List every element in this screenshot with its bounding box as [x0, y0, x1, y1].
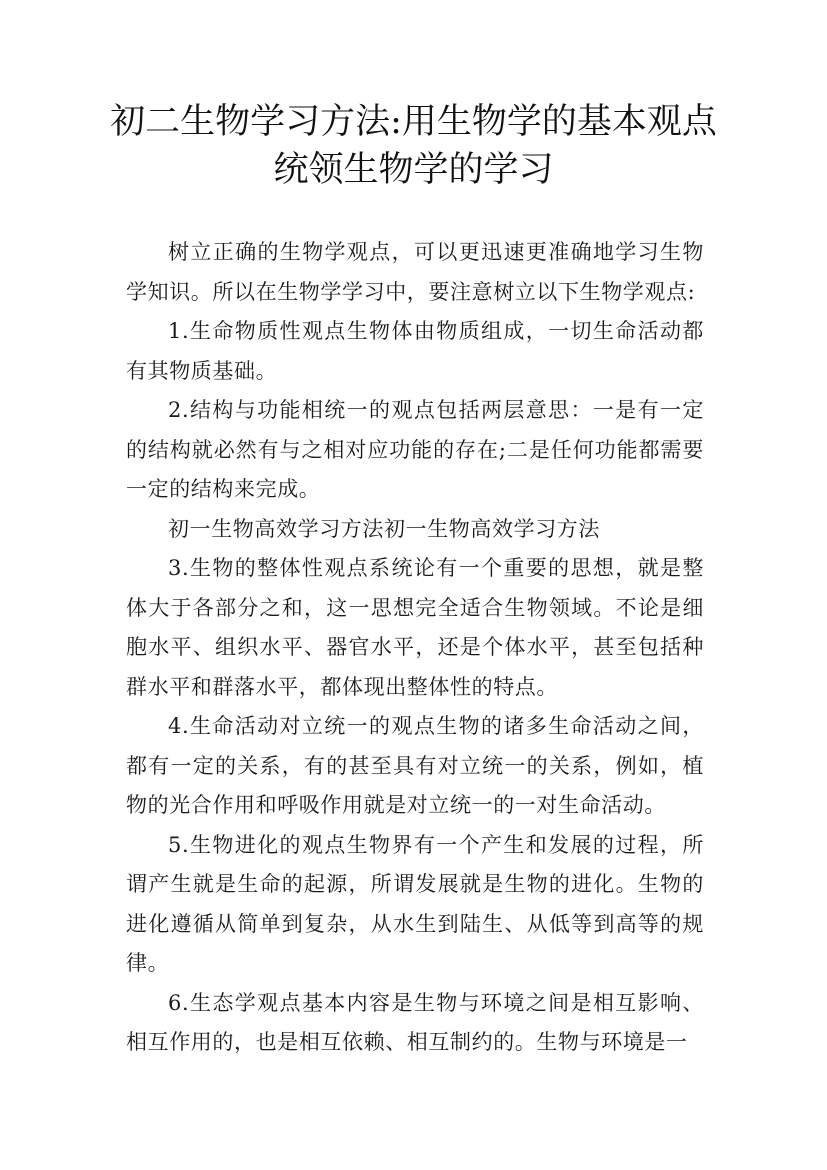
paragraph-intro: 树立正确的生物学观点，可以更迅速更准确地学习生物学知识。所以在生物学学习中，要注意树立以下生物学观点:	[126, 240, 704, 304]
document-body	[126, 233, 704, 1063]
paragraph-point-5: 5.生物进化的观点生物界有一个产生和发展的过程，所谓产生就是生命的起源，所谓发展就是生物的进化。生物的进化遵循从简单到复杂，从水生到陆生、从低等到高等的规律。	[126, 832, 704, 975]
paragraph-point-6: 6.生态学观点基本内容是生物与环境之间是相互影响、相互作用的，也是相互依赖、相互制约的。生物与环境是一	[126, 990, 704, 1054]
paragraph-point-2: 2.结构与功能相统一的观点包括两层意思：一是有一定的结构就必然有与之相对应功能的存在;二是任何功能都需要一定的结构来完成。	[126, 398, 704, 501]
paragraph-point-3: 3.生物的整体性观点系统论有一个重要的思想，就是整体大于各部分之和，这一思想完全适合生物领域。不论是细胞水平、组织水平、器官水平，还是个体水平，甚至包括种群水平和群落水平，都体现出整体性的特点。	[126, 556, 704, 699]
paragraph-point-4: 4.生命活动对立统一的观点生物的诸多生命活动之间，都有一定的关系，有的甚至具有对立统一的关系，例如，植物的光合作用和呼吸作用就是对立统一的一对生命活动。	[126, 714, 704, 817]
document-title: 初二生物学习方法:用生物学的基本观点统领生物学的学习	[110, 102, 717, 190]
paragraph-inserted-heading: 初一生物高效学习方法初一生物高效学习方法	[168, 516, 600, 541]
paragraph-point-1: 1.生命物质性观点生物体由物质组成，一切生命活动都有其物质基础。	[126, 319, 704, 383]
